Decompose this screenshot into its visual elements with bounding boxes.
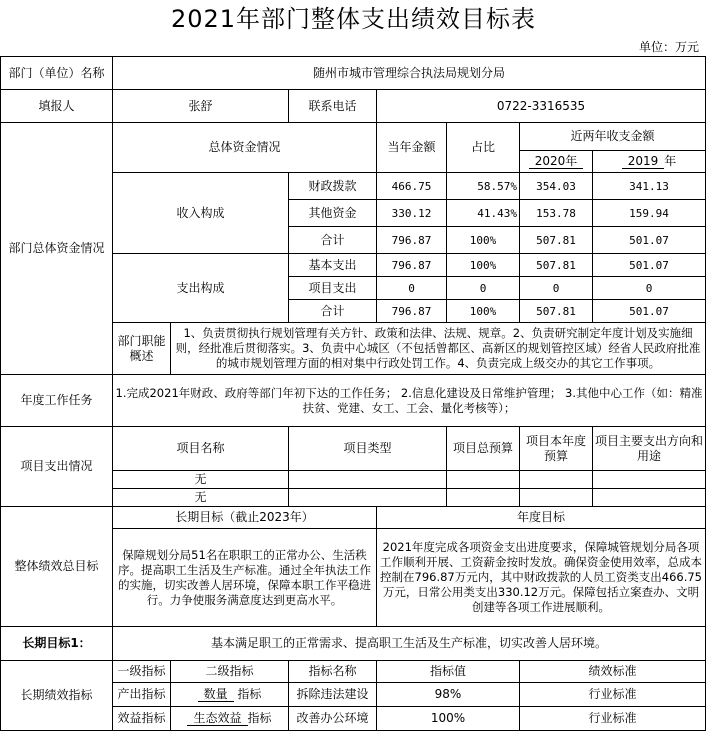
long-goal-header: 长期目标（截止2023年）	[113, 507, 377, 529]
indicator-header-name: 指标名称	[289, 661, 377, 683]
indicator-header-l1: 一级指标	[113, 661, 171, 683]
long-goal-text: 保障规划分局51名在职职工的正常办公、生活秩序。提高职工生活及生产标准。通过全年执法工作的实施，切实改善人居环境，保障本职工作平稳进行。力争使服务满意度达到更高水平。	[113, 529, 377, 627]
expense-row-ratio: 100%	[447, 300, 520, 323]
goals-label: 整体绩效总目标	[1, 507, 113, 627]
expense-row-2020: 0	[520, 277, 593, 300]
year1-text: 2020年	[529, 155, 584, 169]
expense-row-amount: 0	[377, 277, 447, 300]
expense-row-ratio: 100%	[447, 254, 520, 277]
indicator-l1: 效益指标	[113, 707, 171, 731]
filler-label: 填报人	[1, 90, 113, 123]
expense-row-name: 项目支出	[289, 277, 377, 300]
indicator-l2-suffix: 指标	[247, 711, 272, 725]
year2-num: 2019	[622, 155, 665, 169]
project-total	[447, 471, 520, 489]
indicator-name: 改善办公环境	[289, 707, 377, 731]
expense-row-2020: 507.81	[520, 300, 593, 323]
income-row-amount: 466.75	[377, 173, 447, 200]
project-type	[289, 489, 447, 507]
unit-label: 单位：万元	[638, 40, 699, 54]
phone-value: 0722-3316535	[377, 90, 706, 123]
income-label: 收入构成	[113, 173, 289, 254]
year2-suffix: 年	[664, 154, 677, 168]
expense-row-amount: 796.87	[377, 300, 447, 323]
project-annual	[520, 489, 593, 507]
project-header-type: 项目类型	[289, 427, 447, 471]
indicator-standard: 行业标准	[520, 707, 706, 731]
income-row-name: 其他资金	[289, 200, 377, 227]
indicator-header-standard: 绩效标准	[520, 661, 706, 683]
expense-row-name: 基本支出	[289, 254, 377, 277]
project-header-name: 项目名称	[113, 427, 289, 471]
year-goal-text: 2021年度完成各项资金支出进度要求，保障城管规划分局各项工作顺利开展、工资薪金按时发放。确保资金使用效率，总成本控制在796.87万元内，其中财政拨款的人员工资类支出466.75万元，日常公用类支出330.12万元。保障包括立案查办、文明创建等各项工作进展顺利。	[377, 529, 706, 627]
funds-year2-header	[593, 151, 706, 173]
income-row-2020: 354.03	[520, 173, 593, 200]
expense-label: 支出构成	[113, 254, 289, 323]
project-name: 无	[113, 489, 289, 507]
indicator-l2-suffix: 指标	[237, 687, 262, 701]
project-type	[289, 471, 447, 489]
duties-label: 部门职能概述	[113, 323, 171, 375]
indicator-header-l2: 二级指标	[171, 661, 289, 683]
duties-text: 1、负责贯彻执行规划管理有关方针、政策和法律、法规、规章。2、负责研究制定年度计划及实施细则，经批准后贯彻落实。3、负责中心城区（不包括曾都区、高新区的规划管控区域）经省人民政府批准的城市规划管理方面的相对集中行政处罚工作。4、负责完成上级交办的其它工作事项。	[171, 323, 706, 375]
target-table	[0, 56, 706, 731]
indicator-value: 100%	[377, 707, 520, 731]
income-row-name: 合计	[289, 227, 377, 254]
project-header-annual: 项目本年度预算	[520, 427, 593, 471]
funds-year1-header	[520, 151, 593, 173]
income-row-2020: 153.78	[520, 200, 593, 227]
funds-ratio-header: 占比	[447, 123, 520, 173]
funds-amount-header: 当年金额	[377, 123, 447, 173]
project-name: 无	[113, 471, 289, 489]
indicator-l2	[171, 683, 289, 707]
expense-row-ratio: 0	[447, 277, 520, 300]
indicator-value: 98%	[377, 683, 520, 707]
income-row-2019: 501.07	[593, 227, 706, 254]
income-row-2019: 341.13	[593, 173, 706, 200]
indicator-l2-name: 生态效益	[187, 712, 247, 726]
income-row-2019: 159.94	[593, 200, 706, 227]
income-row-amount: 330.12	[377, 200, 447, 227]
filler-name: 张舒	[113, 90, 289, 123]
expense-row-name: 合计	[289, 300, 377, 323]
dept-name-label: 部门（单位）名称	[1, 57, 113, 90]
income-row-amount: 796.87	[377, 227, 447, 254]
indicator-standard: 行业标准	[520, 683, 706, 707]
income-row-2020: 507.81	[520, 227, 593, 254]
income-row-ratio: 100%	[447, 227, 520, 254]
expense-row-2019: 501.07	[593, 300, 706, 323]
expense-row-amount: 796.87	[377, 254, 447, 277]
project-purpose	[593, 489, 706, 507]
indicator-l2-name: 数量	[198, 688, 234, 702]
projects-label: 项目支出情况	[1, 427, 113, 507]
income-row-name: 财政拨款	[289, 173, 377, 200]
income-row-ratio: 58.57%	[447, 173, 520, 200]
project-total	[447, 489, 520, 507]
tasks-text: 1.完成2021年财政、政府等部门年初下达的工作任务； 2.信息化建设及日常维护管理； 3.其他中心工作（如：精准扶贫、党建、女工、工会、量化考核等）；	[113, 375, 706, 427]
page-title: 2021年部门整体支出绩效目标表	[170, 5, 537, 33]
year-goal-header: 年度目标	[377, 507, 706, 529]
project-header-total: 项目总预算	[447, 427, 520, 471]
expense-row-2020: 507.81	[520, 254, 593, 277]
phone-label: 联系电话	[289, 90, 377, 123]
indicator-l2	[171, 707, 289, 731]
long-goal1-label: 长期目标1：	[1, 627, 113, 661]
funds-section-label: 部门总体资金情况	[1, 123, 113, 375]
expense-row-2019: 0	[593, 277, 706, 300]
funds-total-header: 总体资金情况	[113, 123, 377, 173]
project-header-purpose: 项目主要支出方向和用途	[593, 427, 706, 471]
indicators-label: 长期绩效指标	[1, 661, 113, 731]
long-goal1-text: 基本满足职工的正常需求、提高职工生活及生产标准，切实改善人居环境。	[113, 627, 706, 661]
funds-recent-header: 近两年收支金额	[520, 123, 706, 151]
tasks-label: 年度工作任务	[1, 375, 113, 427]
indicator-name: 拆除违法建设	[289, 683, 377, 707]
project-purpose	[593, 471, 706, 489]
expense-row-2019: 501.07	[593, 254, 706, 277]
indicator-l1: 产出指标	[113, 683, 171, 707]
income-row-ratio: 41.43%	[447, 200, 520, 227]
dept-name-value: 随州市城市管理综合执法局规划分局	[113, 57, 706, 90]
project-annual	[520, 471, 593, 489]
indicator-header-value: 指标值	[377, 661, 520, 683]
